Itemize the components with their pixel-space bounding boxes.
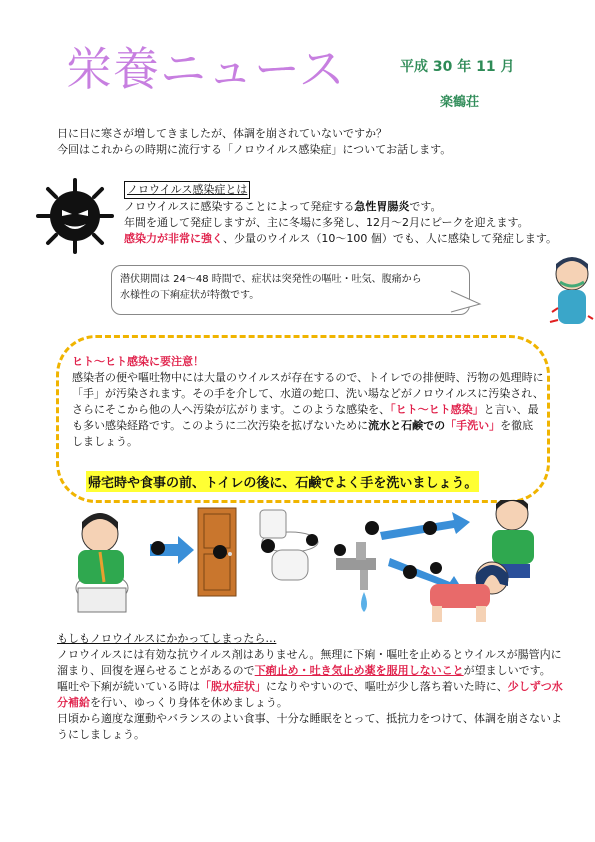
text: が望ましいです。	[463, 664, 551, 677]
emphasis-red: 分補給	[57, 696, 90, 709]
intro-line: 今回はこれからの時期に流行する「ノロウイルス感染症」についてお話します。	[57, 143, 452, 156]
emphasis-red: 下痢止め・吐き気止め薬を服用しないこと	[254, 664, 464, 677]
text: 嘔吐や下痢が続いている時は	[57, 680, 200, 693]
text: になりやすいので、嘔吐が少し落ち着いた時に、	[266, 680, 508, 693]
text: です。	[409, 200, 442, 213]
virus-icon	[34, 176, 116, 256]
emphasis-red: 「脱水症状」	[200, 680, 266, 693]
text: 年間を通して発症しますが、主に冬場に多発し、12月～2月にピークを迎えます。	[124, 216, 529, 229]
infection-route-illustration	[60, 500, 595, 625]
text: ノロウイルスに感染することによって発症する	[124, 200, 355, 213]
text: を徹底	[500, 419, 534, 432]
text: 溜まり、回復を遅らせることがあるので	[57, 664, 255, 677]
bubble-line: 水様性の下痢症状が特徴です。	[120, 290, 260, 301]
text: ノロウイルスには有効な抗ウイルス剤はありません。無理に下痢・嘔吐を止めるとウイルスが腸管内に	[57, 648, 562, 661]
text: 日頃から適度な運動やバランスのよい食事、十分な睡眠をとって、抵抗力をつけて、体調を崩さないよ	[57, 712, 563, 725]
bubble-line: 潜伏期間は 24～48 時間で、症状は突発性の嘔吐・吐気、腹痛から	[120, 274, 422, 285]
section-heading: ノロウイルス感染症とは	[124, 181, 250, 199]
vomiting-child-icon	[76, 513, 128, 612]
emphasis-red: 少しずつ水	[507, 680, 563, 693]
bubble-tail	[450, 290, 482, 316]
emphasis-red: 感染力が非常に強く	[124, 232, 223, 245]
text: しましょう。	[72, 435, 138, 448]
section-person-to-person	[72, 354, 544, 450]
text: も多い感染経路です。このように二次汚染を拡げないために	[72, 419, 369, 432]
text: うにしましょう。	[57, 728, 145, 741]
handwash-callout: 帰宅時や食事の前、トイレの後に、石鹸でよく手を洗いましょう。	[86, 471, 479, 492]
text: 感染者の便や嘔吐物中には大量のウイルスが存在するので、トイレでの排便時、汚物の処理時に	[72, 371, 544, 384]
text: と言い、最	[483, 403, 539, 416]
emphasis-red: 「手洗い」	[445, 419, 501, 432]
emphasis-red: 「ヒト～ヒト感染」	[390, 403, 484, 416]
section-norovirus-about	[124, 181, 557, 247]
text: 、少量のウイルス（10～100 個）でも、人に感染して発症します。	[223, 232, 557, 245]
sick-girl-icon	[430, 562, 508, 622]
emphasis: 流水と石鹸での	[368, 419, 446, 432]
intro-line: 日に日に寒さが増してきましたが、体調を崩されていないですか？	[57, 127, 387, 140]
page-title: 栄養ニュース	[66, 42, 346, 96]
text: 「手」が汚染されます。その手を介して、水道の蛇口、洗い場などがノロウイルスに汚染され、	[72, 387, 544, 400]
emphasis: 急性胃腸炎	[354, 200, 410, 213]
issue-date: 平成 30 年 11 月	[400, 59, 515, 75]
section-heading: もしもノロウイルスにかかってしまったら…	[57, 632, 277, 645]
section-if-infected	[57, 631, 563, 743]
organization-name: 楽鶴荘	[440, 95, 480, 110]
sick-person-illustration	[548, 252, 594, 332]
text: さらにそこから他の人へ汚染が広がります。このような感染を、	[72, 403, 391, 416]
intro-text	[57, 126, 451, 158]
section-heading: ヒト～ヒト感染に要注意！	[72, 355, 204, 368]
text: を行い、ゆっくり身体を休めましょう。	[90, 696, 288, 709]
incubation-text	[120, 272, 422, 304]
